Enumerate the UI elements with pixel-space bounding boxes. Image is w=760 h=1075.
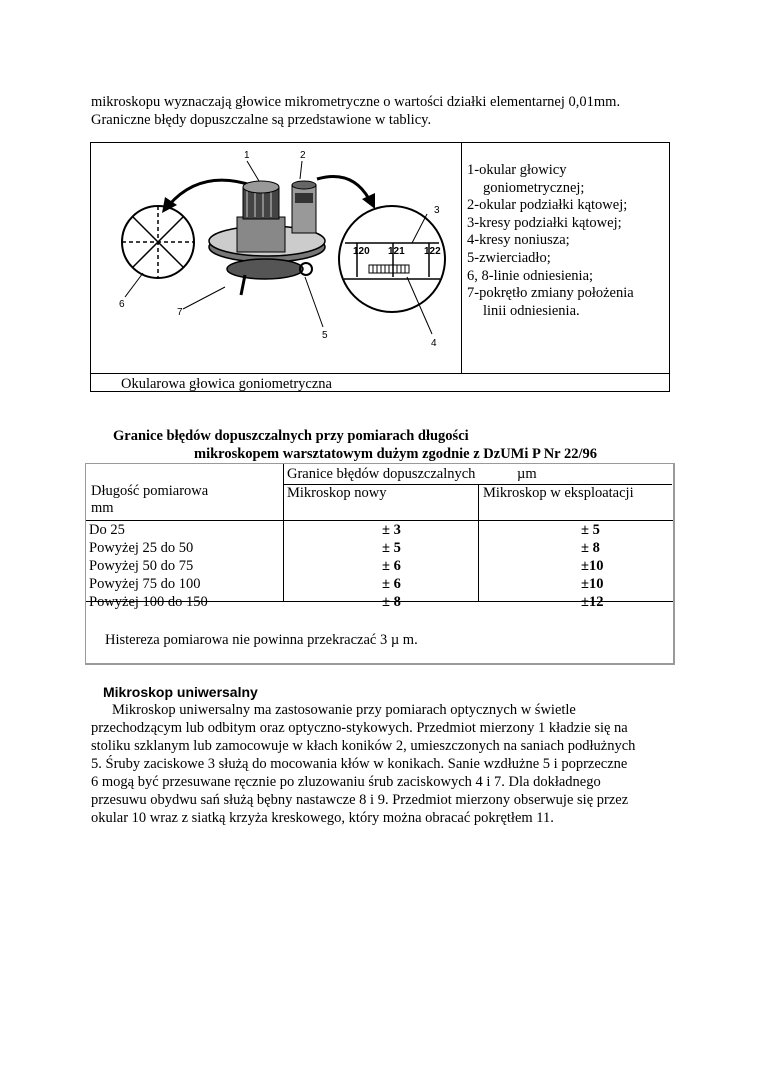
header-used: Mikroskop w eksploatacji [483,485,634,501]
table-row-range: Powyżej 75 do 100 [89,576,201,592]
legend-item: goniometrycznej; [483,179,585,196]
scale-label: 122 [424,246,441,257]
callout-label: 6 [119,299,125,310]
paragraph-line: okular 10 wraz z siatką krzyża kreskowego, który można obracać pokrętłem 11. [91,810,554,826]
paragraph-line: stoliku szklanym lub zamocowuje w kłach koników 2, umieszczonych na saniach podłużnych [91,738,636,754]
figure-caption: Okularowa głowica goniometryczna [121,376,332,392]
table-title-line-1: Granice błędów dopuszczalnych przy pomiarach długości [113,428,469,444]
callout-label: 5 [322,330,328,341]
intro-line-1: mikroskopu wyznaczają głowice mikrometryczne o wartości działki elementarnej 0,01mm. [91,94,621,110]
scale-label: 121 [388,246,405,257]
paragraph-line: przesuwu obydwu sań służą bębny nastawcze 8 i 9. Przedmiot mierzony obserwuje się przez [91,792,629,808]
legend-item: 5-zwierciadło; [467,249,551,266]
table-row-new: ± 6 [382,576,401,592]
paragraph-line: przechodzącym lub odbitym oraz optyczno-stykowych. Przedmiot mierzony 1 kładzie się na [91,720,628,736]
table-row-range: Powyżej 50 do 75 [89,558,194,574]
intro-line-2: Graniczne błędy dopuszczalne są przedstawione w tablicy. [91,112,432,128]
scale-label: 120 [353,246,370,257]
header-length: Długość pomiarowa [91,483,209,499]
section-heading: Mikroskop uniwersalny [103,684,258,700]
reticle-view-icon [122,206,194,278]
table-row-used: ± 8 [581,540,600,556]
table-row-used: ±10 [581,558,604,574]
legend-item: 7-pokrętło zmiany położenia [467,285,634,302]
table-row-range: Powyżej 25 do 50 [89,540,194,556]
table-row-new: ± 3 [382,522,401,538]
table-row-range: Do 25 [89,522,125,538]
legend-item: 2-okular podziałki kątowej; [467,197,628,214]
legend-item: 6, 8-linie odniesienia; [467,267,594,284]
header-group-unit: µm [517,466,537,482]
table-row-used: ± 5 [581,522,600,538]
table-title-line-2: mikroskopem warsztatowym dużym zgodnie z DzUMi P Nr 22/96 [194,446,598,462]
header-length-unit: mm [91,500,114,516]
figure-table [90,142,670,392]
legend-item: 3-kresy podziałki kątowej; [467,214,622,231]
table-row-range: Powyżej 100 do 150 [89,594,208,610]
paragraph-line: 6 mogą być przesuwane ręcznie po zluzowaniu śrub zaciskowych 4 i 7. Dla dokładnego [91,774,601,790]
table-row-used: ±12 [581,594,604,610]
callout-label: 1 [244,150,250,161]
table-row-new: ± 6 [382,558,401,574]
legend-item: 4-kresy noniusza; [467,232,570,249]
paragraph-line: Mikroskop uniwersalny ma zastosowanie przy pomiarach optycznych w świetle [112,702,576,718]
table-row-new: ± 5 [382,540,401,556]
error-limits-table [85,463,675,665]
callout-label: 2 [300,150,306,161]
scale-view-icon [339,206,445,312]
callout-label: 3 [434,205,440,216]
paragraph-line: 5. Śruby zaciskowe 3 służą do mocowania kłów w konikach. Sanie wzdłużne 5 i poprzeczne [91,756,628,772]
goniometric-head-drawing [107,147,457,369]
figure-legend [467,162,634,320]
callout-label: 4 [431,338,437,349]
table-row-new: ± 8 [382,594,401,610]
legend-item: 1-okular głowicy [467,162,567,178]
hysteresis-note: Histereza pomiarowa nie powinna przekraczać 3 µ m. [105,632,418,648]
header-group: Granice błędów dopuszczalnych [287,466,476,482]
instrument-icon [209,181,325,295]
header-new: Mikroskop nowy [287,485,387,501]
callout-label: 7 [177,307,183,318]
legend-item: linii odniesienia. [483,302,580,319]
table-row-used: ±10 [581,576,604,592]
